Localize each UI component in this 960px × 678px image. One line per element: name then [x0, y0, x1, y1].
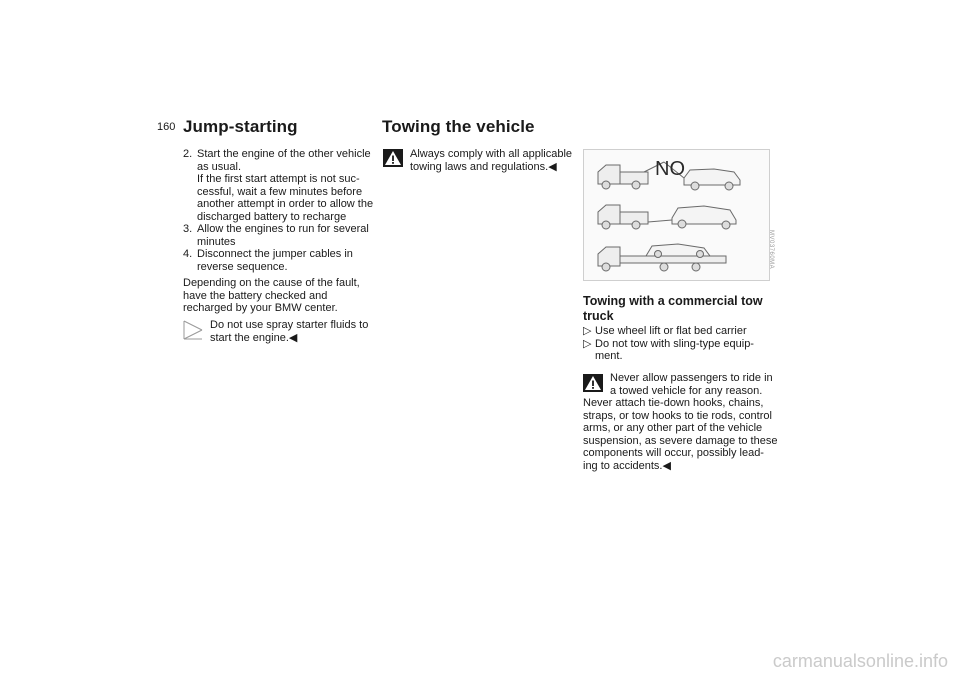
list-item	[583, 338, 773, 363]
step-line: another attempt in order to allow the	[197, 198, 374, 210]
warning-line: Never attach tie-down hooks, chains,	[583, 397, 764, 409]
step-line: If the first start attempt is not suc-	[197, 173, 360, 185]
bullet-line: Do not tow with sling-type equip-	[595, 337, 754, 350]
step-line: reverse sequence.	[197, 260, 288, 273]
spray-note	[210, 319, 380, 344]
step-line: Allow the engines to run for several	[197, 223, 369, 235]
note-icon	[183, 320, 203, 340]
warning-line: ing to accidents.◀	[583, 459, 671, 472]
note-line: Do not use spray starter fluids to	[210, 319, 369, 331]
step-line: Start the engine of the other vehicle	[197, 148, 371, 160]
warning-line: a towed vehicle for any reason.	[610, 384, 763, 397]
paragraph-line: recharged by your BMW center.	[183, 302, 338, 314]
heading-line: Towing with a commercial tow	[583, 294, 763, 308]
warning-line: arms, or any other part of the vehicle	[583, 422, 763, 434]
warning-line: components will occur, possibly lead-	[583, 447, 764, 459]
towing-laws-warning	[410, 148, 580, 173]
towing-illustration	[583, 149, 774, 281]
battery-paragraph	[183, 277, 378, 315]
warning-line: straps, or tow hooks to tie rods, control	[583, 409, 772, 422]
warning-line: Never allow passengers to ride in	[610, 372, 773, 384]
paragraph-line: Depending on the cause of the fault,	[183, 277, 360, 289]
jump-start-steps	[183, 148, 378, 315]
no-label: NO	[655, 158, 685, 180]
step-line: cessful, wait a few minutes before	[197, 185, 363, 198]
section-heading-jump-starting: Jump-starting	[183, 117, 298, 136]
step-number: 3.	[183, 223, 193, 235]
section-heading-towing: Towing the vehicle	[382, 117, 535, 136]
bullet-line: ment.	[595, 350, 623, 362]
page-number: 160	[157, 121, 176, 133]
note-line: start the engine.◀	[210, 331, 298, 344]
step-item	[183, 248, 378, 273]
warning-line: towing laws and regulations.◀	[410, 160, 557, 173]
step-line: as usual.	[197, 160, 242, 173]
watermark: carmanualsonline.info	[772, 651, 948, 671]
warning-line: suspension, as severe damage to these	[583, 434, 778, 447]
step-line: minutes	[197, 235, 236, 248]
figure-code: MV03760MA	[767, 230, 774, 270]
tow-bullet-list	[583, 325, 773, 363]
triangle-bullet-icon: ▷	[583, 337, 592, 350]
passenger-warning	[583, 372, 778, 472]
warning-icon	[383, 149, 403, 167]
triangle-bullet-icon: ▷	[583, 325, 592, 337]
step-number: 4.	[183, 248, 193, 260]
step-line: discharged battery to recharge	[197, 210, 347, 223]
step-number: 2.	[183, 148, 193, 160]
bullet-line: Use wheel lift or flat bed carrier	[595, 325, 747, 337]
step-item	[183, 148, 378, 223]
commercial-tow-heading	[583, 294, 773, 324]
paragraph-line: have the battery checked and	[183, 289, 328, 302]
list-item	[583, 325, 773, 338]
warning-line: Always comply with all applicable	[410, 148, 573, 160]
step-line: Disconnect the jumper cables in	[197, 248, 353, 260]
heading-line: truck	[583, 309, 614, 323]
step-item	[183, 223, 378, 248]
